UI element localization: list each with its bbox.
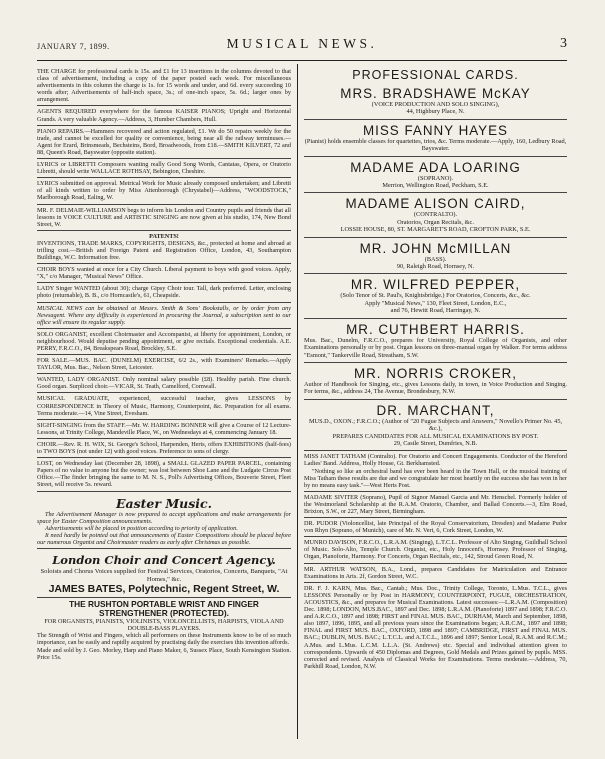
ad-text: DR. PUDOR (Violoncellist, late Principal of the Royal Conservatorium, Dresden) and Madame Pudor von Rhyn (Soprano, of Munich), care of Mr. N. Vert, 6, Cork Street, London, W. — [304, 520, 567, 535]
ad-text: MADAME SIVITER (Soprano), Pupil of Signor Manuel Garcia and Mr. Henschel. Formerly holder of the Westmorland Scholarship at the R.A.M. Oratorio, Chamber, and Ballad Concerts.—3, Elm Road, Brixton, S.W., or 227, Mary Street, Birmingham. — [304, 493, 567, 515]
card-line: (CONTRALTO). — [413, 211, 458, 219]
card-name: MISS FANNY HAYES — [363, 122, 508, 138]
card-line: (BASS). — [424, 255, 447, 263]
card-line: and 76, Hewitt Road, Harringay, N. — [390, 307, 481, 315]
ad-choir-wix — [37, 439, 291, 458]
ad-patents — [37, 231, 291, 264]
notice-text: MUSICAL NEWS can be obtained at Messrs. Smith & Sons' Bookstalls, or by order from any Newsagent. Where any difficulty is experienced in procuring the Journal, a subscription sent to our office will ensure its regular supply. — [37, 304, 291, 326]
ad-charge-notice — [37, 66, 291, 106]
notice-text: Advertisements will be placed in position according to priority of application. — [45, 524, 238, 532]
ad-siviter — [304, 492, 567, 518]
ad-pudor — [304, 518, 567, 537]
card-name: MR. JOHN McMILLAN — [359, 240, 512, 256]
card-fanny-hayes — [304, 123, 567, 157]
professional-cards-heading: PROFESSIONAL CARDS. — [352, 68, 519, 82]
card-wilfred-pepper — [304, 277, 567, 318]
ad-piano-repairs — [37, 126, 291, 159]
card-name: MR. CUTHBERT HARRIS. — [346, 321, 525, 337]
easter-heading: Easter Music. — [115, 495, 212, 511]
ad-text: CHOIR BOYS wanted at once for a City Church. Liberal payment to boys with good voices. Apply, "X," c/o Manager, "Musical News" Office. — [37, 266, 291, 281]
card-line: LOSSIE HOUSE, 80, ST. MARGARET'S ROAD, CROFTON PARK, S.E. — [340, 226, 531, 234]
card-line: Author of Handbook for Singing, etc., gives Lessons daily, in town, in Voice Production and Singing. For terms, &c., address 24, The Avenue, Brondesbury, N.W. — [304, 380, 567, 396]
notice-text: It need hardly be pointed out that announcements of Easter Compositions should be placed before our numerous Organist and Choirmaster readers as early after Christmas as possible. — [37, 531, 291, 546]
ad-text: DR. F. J. KARN, Mus. Bac., Cantab.; Mus. Doc., Trinity College, Toronto, L.Mus. T.C.L., gives LESSONS Personally or by Post in HARMONY, COUNTERPOINT, FUGUE, ORCHESTRATION, ACOUSTICS, &c., and prepares for Musical Examinations. Latest successes:—L.R.A.M. (Composition) Dec. 1898; LONDON, MUS.BAC., 1897 and Dec. 1898; L.R.A.M. (Pianoforte) 1897 and 1898; F.R.C.O. and A.R.C.O., 1897 and 1898; FIRST and FINAL MUS. BAC., DURHAM, March and September, 1898, also 1897, 1896, 1895, and all previous years since the Examinations began; A.R.C.M., 1897 and 1898; FINAL and FIRST MUS. BAC., OXFORD, 1898 and 1897; CAMBRIDGE, FIRST and FINAL MUS. BAC.; DUBLIN, MUS. BAC.; L.T.C.L. and A.T.C.L., 1896 and 1897; Senior Local, R.A.M. and R.C.M.; A.Mus. and L.Mus. L.C.M. L.L.A. (St. Andrews) etc. Special and individual attention given to correspondents. Upwards of 450 Diplomas and Degrees, Gold Medals and Prizes gained by pupils. MSS. corrected and revised. Analysis of Classical Works for Examinations. Terms moderate.—Address, 70, Parkhill Road, London, N.W. — [304, 584, 567, 670]
ad-rushton — [37, 598, 291, 663]
ad-text: WANTED, LADY ORGANIST. Only nominal salary possible (£8). Healthy parish. Fine church. Good organ. Surpliced choir.—VICAR, St. Teath, Camelford, Cornwall. — [37, 376, 291, 391]
card-line: MUS.D., OXON.; F.R.C.O.; (Author of "20 Fugue Subjects and Answers," Novello's Primer No. 45, &c.), — [308, 417, 563, 433]
card-line: Mus. Bac., Dunelm, F.R.C.O., prepares for University, Royal College of Organists, and other Examinations personally or by post. Organ lessons on three-manual organ by Walker. For terms address "Esmont," Tankerville Road, Streatham, S.W. — [304, 336, 567, 359]
ad-text: FOR SALE.—MUS. BAC. (DUNELM) EXERCISE, 6/2 2s., with Examiners' Remarks.—Apply TAYLOR, Mus. Bac., Nelson Street, Leicester. — [37, 357, 291, 372]
card-dr-marchant — [304, 403, 567, 452]
notice-text: The Advertisement Manager is now prepared to accept applications and make arrangements for space for Easter Composition announcements. — [37, 510, 291, 525]
ad-text: THE CHARGE for professional cards is 15s. and £1 for 13 insertions in the columns devoted to that class of advertisement, including a copy of the paper posted each week. For miscellaneous advertisements in this column the charge is 1s. for 15 words and under, and 6d. every succeeding 10 words after; Advertisements of half-inch space, 3s.; of one-inch space, 5s. 6d.; larger ones by arrangement. — [37, 68, 291, 104]
ad-solo-organist — [37, 329, 291, 355]
rushton-subtitle: STRENGTHENER (PROTECTED). — [99, 608, 229, 619]
page-header — [37, 34, 567, 54]
card-line: PREPARES CANDIDATES FOR ALL MUSICAL EXAMINATIONS BY POST. — [332, 432, 539, 440]
ad-text: FOR ORGANISTS, PIANISTS, VIOLINISTS, VIOLONCELLISTS, HARPISTS, VIOLA AND DOUBLE-BASS PLAYERS. — [44, 618, 284, 633]
card-line: (Pianist) holds ensemble classes for quartettes, trios, &c. Terms moderate.—Apply, 160, Ledbury Road, Bayswater. — [304, 137, 567, 153]
card-name: MRS. BRADSHAWE McKAY — [340, 86, 531, 101]
ad-quote: "Nothing so like an orchestral band has ever been heard in the Town Hall, or the musical training of Miss Tatham these results are due and we congratulate her most heartily on the success she has won in her by no means easy task."—West Herts Post. — [304, 467, 567, 489]
ad-lost-parcel — [37, 458, 291, 491]
column-divider — [297, 64, 298, 739]
card-line: Oratorios, Organ Recitals, &c. — [397, 218, 474, 226]
card-line: (SOPRANO). — [417, 174, 454, 182]
ad-text: Soloists and Chorus Voices supplied for Festival Services, Oratorios, Concerts, Banquets, "At Homes," &c. — [40, 567, 288, 583]
ad-for-sale — [37, 355, 291, 374]
card-name: MR. WILFRED PEPPER, — [350, 277, 521, 293]
ad-text: AGENTS REQUIRED everywhere for the famous KAISER PIANOS; Upright and Horizontal Grands. A very valuable Agency.—Address, 3, Humber Chambers, Hull. — [37, 108, 291, 123]
ad-arthur-watson — [304, 564, 567, 583]
card-alison-caird — [304, 196, 567, 237]
agency-heading: London Choir and Concert Agency. — [52, 552, 276, 567]
right-column — [304, 66, 567, 741]
ad-choir-agency — [37, 549, 291, 598]
page-number: 3 — [560, 36, 567, 51]
ad-text: INVENTIONS, TRADE MARKS, COPYRIGHTS, DESIGNS, &c., protected at home and abroad at trifling cost.—British and Foreign Patent and Registration Office, London, 43, Southampton Buildings, W.C. Information free. — [37, 239, 291, 262]
notice-bookstalls — [37, 303, 291, 329]
agency-contact: JAMES BATES, Polytechnic, Regent Street, W. — [48, 583, 280, 596]
card-bradshawe-mckay — [304, 86, 567, 120]
card-norris-croker — [304, 366, 567, 400]
card-name: MR. NORRIS CROKER, — [353, 365, 518, 381]
ad-text: The Strength of Wrist and Fingers, which all performers on these Instruments know to be of so much importance, can be easily and rapidly acquired by practising daily the exercises this invention affords. — [37, 632, 291, 647]
card-line: Merrion, Wellington Road, Peckham, S.E. — [382, 182, 489, 190]
ad-text: SIGHT-SINGING from the STAFF.—Mr. W. HARDING BONNER will give a Course of 12 Lecture-Lessons, at Trinity College, Mandeville Place, W., on Wednesdays at 4, commencing January 18. — [37, 421, 291, 436]
easter-music-notice — [37, 492, 291, 549]
patents-heading: PATENTS! — [149, 232, 179, 240]
ad-lady-singer — [37, 283, 291, 302]
card-line: 29, Castle Street, Dumfries, N.B. — [393, 439, 478, 447]
ad-text: MISS JANET TATHAM (Contralto). For Oratorio and Concert Engagements. Conductor of the Hereford Ladies' Band. Address, Holly House, Gt. Berkhamsted. — [304, 453, 567, 468]
card-line: (Solo Tenor of St. Paul's, Knightsbridge.) For Oratorios, Concerts, &c., &c. — [340, 292, 531, 300]
ad-lyrics-libretti — [37, 159, 291, 178]
ad-text: MR. F. DELMAIE-WILLIAMSON begs to inform his London and Country pupils and friends that all lessons in VOICE CULTURE and ARTISTIC SINGING are now given at his studio, 174, New Bond Street, W. — [37, 206, 291, 228]
card-name: DR. MARCHANT, — [376, 402, 495, 418]
card-line: Apply "Musical News," 130, Fleet Street, London, E.C., — [364, 299, 507, 307]
ad-text: LOST, on Wednesday last (December 28, 1898), a SMALL GLAZED PAPER PARCEL, containing Papers of no value to anyone but the owner; was lost between Shoe Lane and the Ludgate Circus Post Office.—The finder bringing the same to M. N. S., Poll's Advertising Offices, Bouverie Street, Fleet Street, will receive 5s. reward. — [37, 460, 291, 489]
ad-text: MUSICAL GRADUATE, experienced, successful teacher, gives LESSONS by CORRESPONDENCE in Theory of Music, Harmony, Counterpoint, &c. Preparation for all exams. Terms moderate.—14, Vine Street, Evesham. — [37, 395, 291, 417]
ad-lyrics-approval — [37, 178, 291, 204]
ad-agents — [37, 106, 291, 125]
ad-text: SOLO ORGANIST, excellent Choirmaster and Accompanist, at liberty for appointment, London, or neighbourhood. Would deputise pending appointment, or give recitals. Exceptional credentials. A.E. PERRY, F.R.C.O., 84, Breakspears Road, Brockley, S.E. — [37, 330, 291, 352]
card-name: MADAME ADA LOARING — [350, 159, 521, 175]
ad-text: MUNRO DAVISON, F.R.C.O., L.R.A.M. (Singing), L.T.C.L. Professor of Alto Singing, Guildhall School of Music. Solo-Alto, Temple Church. Organist, etc., Holy Innocent's, Hornsey. Professor of Singing, Organ, Pianoforte, Harmony. For Concerts, Organ Recitals, etc., 142, Stroud Green Road, N. — [304, 539, 567, 561]
ad-text: LYRICS submitted on approval. Metrical Work for Music already composed undertaken; and Libretti of all kinds written to order by Miss Attenborough (Chrystabel)—Address, "WOODSTOCK," Marlborough Road, Ealing, W. — [37, 180, 291, 202]
ad-lady-organist — [37, 374, 291, 393]
ad-munro-davison — [304, 537, 567, 563]
issue-date: JANUARY 7, 1899. — [37, 42, 110, 51]
ad-musical-graduate — [37, 393, 291, 419]
ad-text: PIANO REPAIRS.—Hammers recovered and action regulated, £1. We do 50 repairs weekly for the trade, and cannot be excelled for quality or convenience, being near all the railway terminuses.—Agent for Erard, Brinsmeads, Bechsteins, Bord, Broadwoods, from £18.—SMITH KILVERT, 72 and 88, Queen's Road, Bayswater (opposite station). — [37, 127, 291, 156]
ad-choir-boys — [37, 264, 291, 283]
card-line: 44, Highbury Place, N. — [406, 108, 465, 116]
ad-text: CHOIR.—Rev. R. H. WIX, St. George's School, Harpenden, Herts, offers EXHIBITIONS (half-fees) to TWO BOYS (not under 12) with good voices. Preference to sons of clergy. — [37, 440, 291, 456]
card-name: MADAME ALISON CAIRD, — [345, 196, 526, 212]
newspaper-title: MUSICAL NEWS. — [226, 36, 378, 51]
card-line: (VOICE PRODUCTION AND SOLO SINGING), — [371, 101, 500, 108]
ad-text: MR. ARTHUR WATSON, B.A., Lond., prepares Candidates for Matriculation and Entrance Examinations in Arts. 2f, Gordon Street, W.C. — [304, 565, 567, 580]
ad-text: LADY Singer WANTED (about 30); charge Gipsy Choir tour. Tall, dark preferred. Letter, enclosing photo (returnable), B. B., c/o Horncastle's, 61, Cheapside. — [37, 285, 291, 300]
ad-delmaine — [37, 205, 291, 231]
rushton-title: THE RUSHTON PORTABLE WRIST AND FINGER — [69, 599, 259, 610]
card-line: 90, Raleigh Road, Hornsey, N. — [396, 263, 475, 271]
ad-janet-tatham — [304, 451, 567, 491]
left-column — [37, 66, 291, 741]
header-rule — [37, 60, 567, 61]
ad-text: LYRICS or LIBRETTI Composers wanting really Good Song Words, Cantatas, Opera, or Oratorio Libretti, should write WALLACE ROTHSAY, Bebington, Cheshire. — [37, 161, 291, 176]
ad-sight-singing — [37, 420, 291, 439]
card-john-mcmillan — [304, 241, 567, 275]
ad-karn — [304, 583, 567, 672]
ad-text: Made and sold by J. Geo. Morley, Harp and Piano Maker, 6, Sussex Place, South Kensington Station. Price 15s. — [37, 646, 291, 661]
card-ada-loaring — [304, 160, 567, 194]
card-cuthbert-harris — [304, 322, 567, 363]
